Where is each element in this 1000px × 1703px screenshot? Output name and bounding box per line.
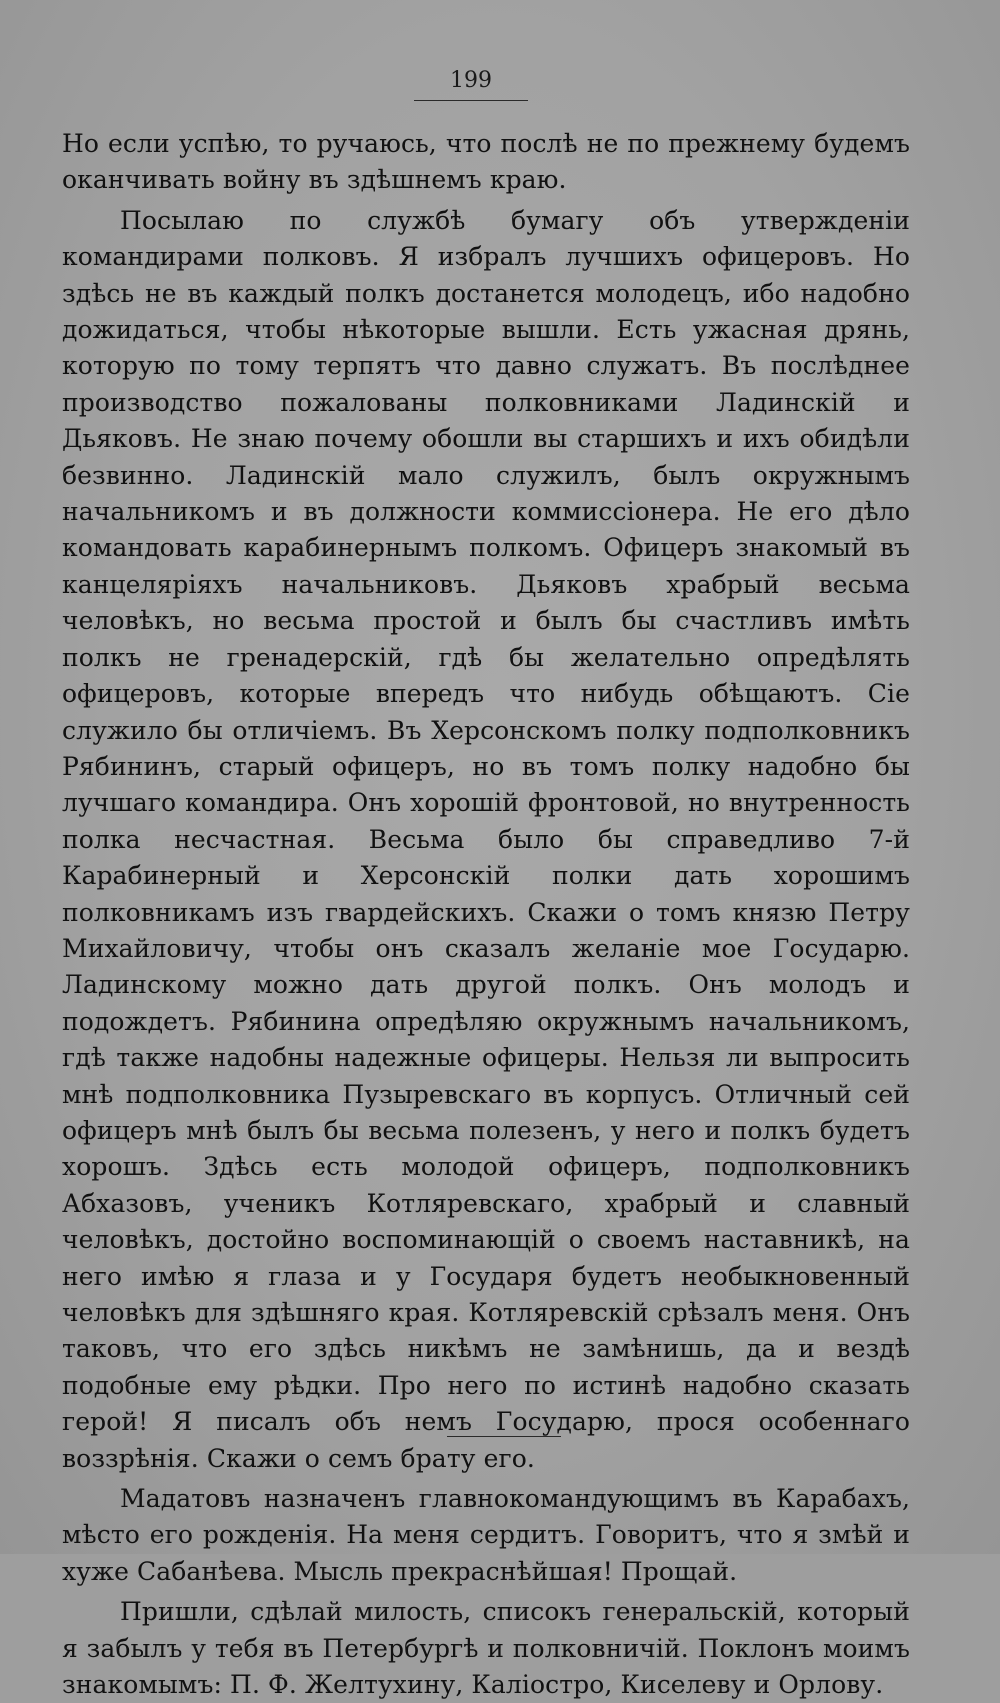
body-text xyxy=(62,126,910,1703)
paragraph-1: Но если успѣю, то ручаюсь, что послѣ не по прежнему будемъ оканчивать войну въ здѣшнемъ краю. xyxy=(62,129,910,195)
header-rule xyxy=(414,100,528,101)
end-rule xyxy=(447,1436,561,1437)
paragraph-4: Пришли, сдѣлай милость, списокъ генеральскій, который я забылъ у тебя въ Петербургѣ и полковничій. Поклонъ моимъ знакомымъ: П. Ф. Желтухину, Каліостро, Киселеву и Орлову. xyxy=(62,1597,910,1700)
paragraph-3: Мадатовъ назначенъ главнокомандующимъ въ Карабахъ, мѣсто его рожденія. На меня сердитъ. Говоритъ, что я змѣй и хуже Сабанѣева. Мысль прекраснѣйшая! Прощай. xyxy=(62,1484,910,1586)
paragraph-2: Посылаю по службѣ бумагу объ утвержденіи командирами полковъ. Я избралъ лучшихъ офицеровъ. Но здѣсь не въ каждый полкъ достанется молодецъ, ибо надобно дожидаться, чтобы нѣкоторые вышли. Есть ужасная дрянь, которую по тому терпятъ что давно служатъ. Въ послѣднее производство пожалованы полковниками Ладинскій и Дьяковъ. Не знаю почему обошли вы старшихъ и ихъ обидѣли безвинно. Ладинскій мало служилъ, былъ окружнымъ начальникомъ и въ должности коммиссіонера. Не его дѣло командовать карабинернымъ полкомъ. Офицеръ знакомый въ канцеляріяхъ начальниковъ. Дьяковъ храбрый весьма человѣкъ, но весьма простой и былъ бы счастливъ имѣть полкъ не гренадерскій, гдѣ бы желательно опредѣлять офицеровъ, которые впередъ что нибудь обѣщаютъ. Сіе служило бы отличіемъ. Въ Херсонскомъ полку подполковникъ Рябининъ, старый офицеръ, но въ томъ полку надобно бы лучшаго командира. Онъ хорошій фронтовой, но внутренность полка несчастная. Весьма было бы справедливо 7-й Карабинерный и Херсонскій полки дать хорошимъ полковникамъ изъ гвардейскихъ. Скажи о томъ князю Петру Михайловичу, чтобы онъ сказалъ желаніе мое Государю. Ладинскому можно дать другой полкъ. Онъ молодъ и подождетъ. Рябинина опредѣляю окружнымъ начальникомъ, гдѣ также надобны надежные офицеры. Нельзя ли выпросить мнѣ подполковника Пузыревскаго въ корпусъ. Отличный сей офицеръ мнѣ былъ бы весьма полезенъ, у него и полкъ будетъ хорошъ. Здѣсь есть молодой офицеръ, подполковникъ Абхазовъ, ученикъ Котляревскаго, храбрый и славный человѣкъ, достойно воспоминающій о своемъ наставникѣ, на него имѣю я глаза и у Государя будетъ необыкновенный человѣкъ для здѣшняго края. Котляревскій срѣзалъ меня. Онъ таковъ, что его здѣсь никѣмъ не замѣнишь, да и вездѣ подобные ему рѣдки. Про него по истинѣ надобно сказать герой! Я писалъ объ немъ Государю, прося особеннаго воззрѣнія. Скажи о семъ брату его. xyxy=(62,205,910,1473)
page-number: 199 xyxy=(450,68,492,93)
